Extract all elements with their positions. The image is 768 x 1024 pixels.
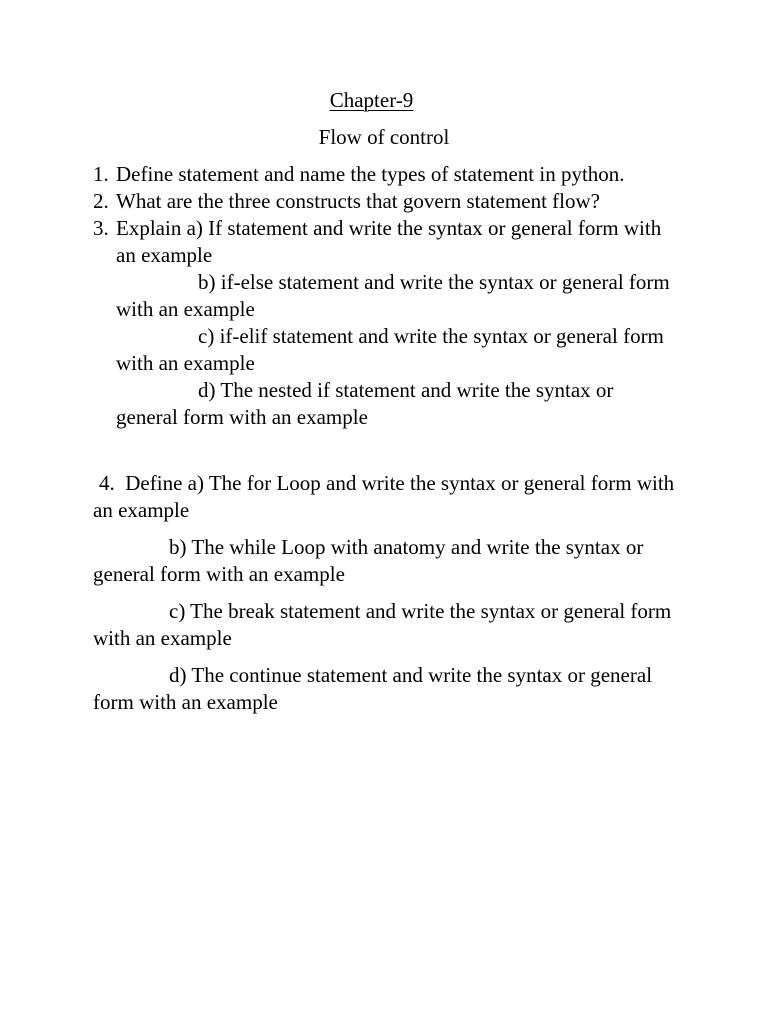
question-4-part-d: d) The continue statement and write the syntax or general form with an example	[93, 663, 653, 714]
question-2	[93, 188, 679, 215]
question-number: 4.	[99, 471, 115, 495]
question-text: What are the three constructs that govern statement flow?	[116, 189, 600, 213]
question-1	[93, 161, 679, 188]
question-text: Define statement and name the types of statement in python.	[116, 162, 625, 186]
question-number: 2.	[93, 189, 109, 213]
question-list	[93, 161, 679, 431]
chapter-subtitle: Flow of control	[318, 125, 450, 149]
question-text: Explain a) If statement and write the syntax or general form with an example	[116, 216, 662, 267]
question-4-part-c: c) The break statement and write the syntax or general form with an example	[93, 599, 672, 650]
question-part-d: d) The nested if statement and write the syntax or general form with an example	[116, 378, 614, 429]
question-text: Define a) The for Loop and write the syntax or general form with an example	[93, 471, 675, 522]
question-4-part-b: b) The while Loop with anatomy and write the syntax or general form with an example	[93, 535, 644, 586]
question-part-c: c) if-elif statement and write the syntax or general form with an example	[116, 324, 664, 375]
question-4	[93, 470, 683, 524]
question-3	[93, 215, 679, 431]
question-part-b: b) if-else statement and write the syntax or general form with an example	[116, 270, 670, 321]
chapter-title: Chapter-9	[329, 88, 414, 112]
question-number: 3.	[93, 216, 109, 240]
question-number: 1.	[93, 162, 109, 186]
